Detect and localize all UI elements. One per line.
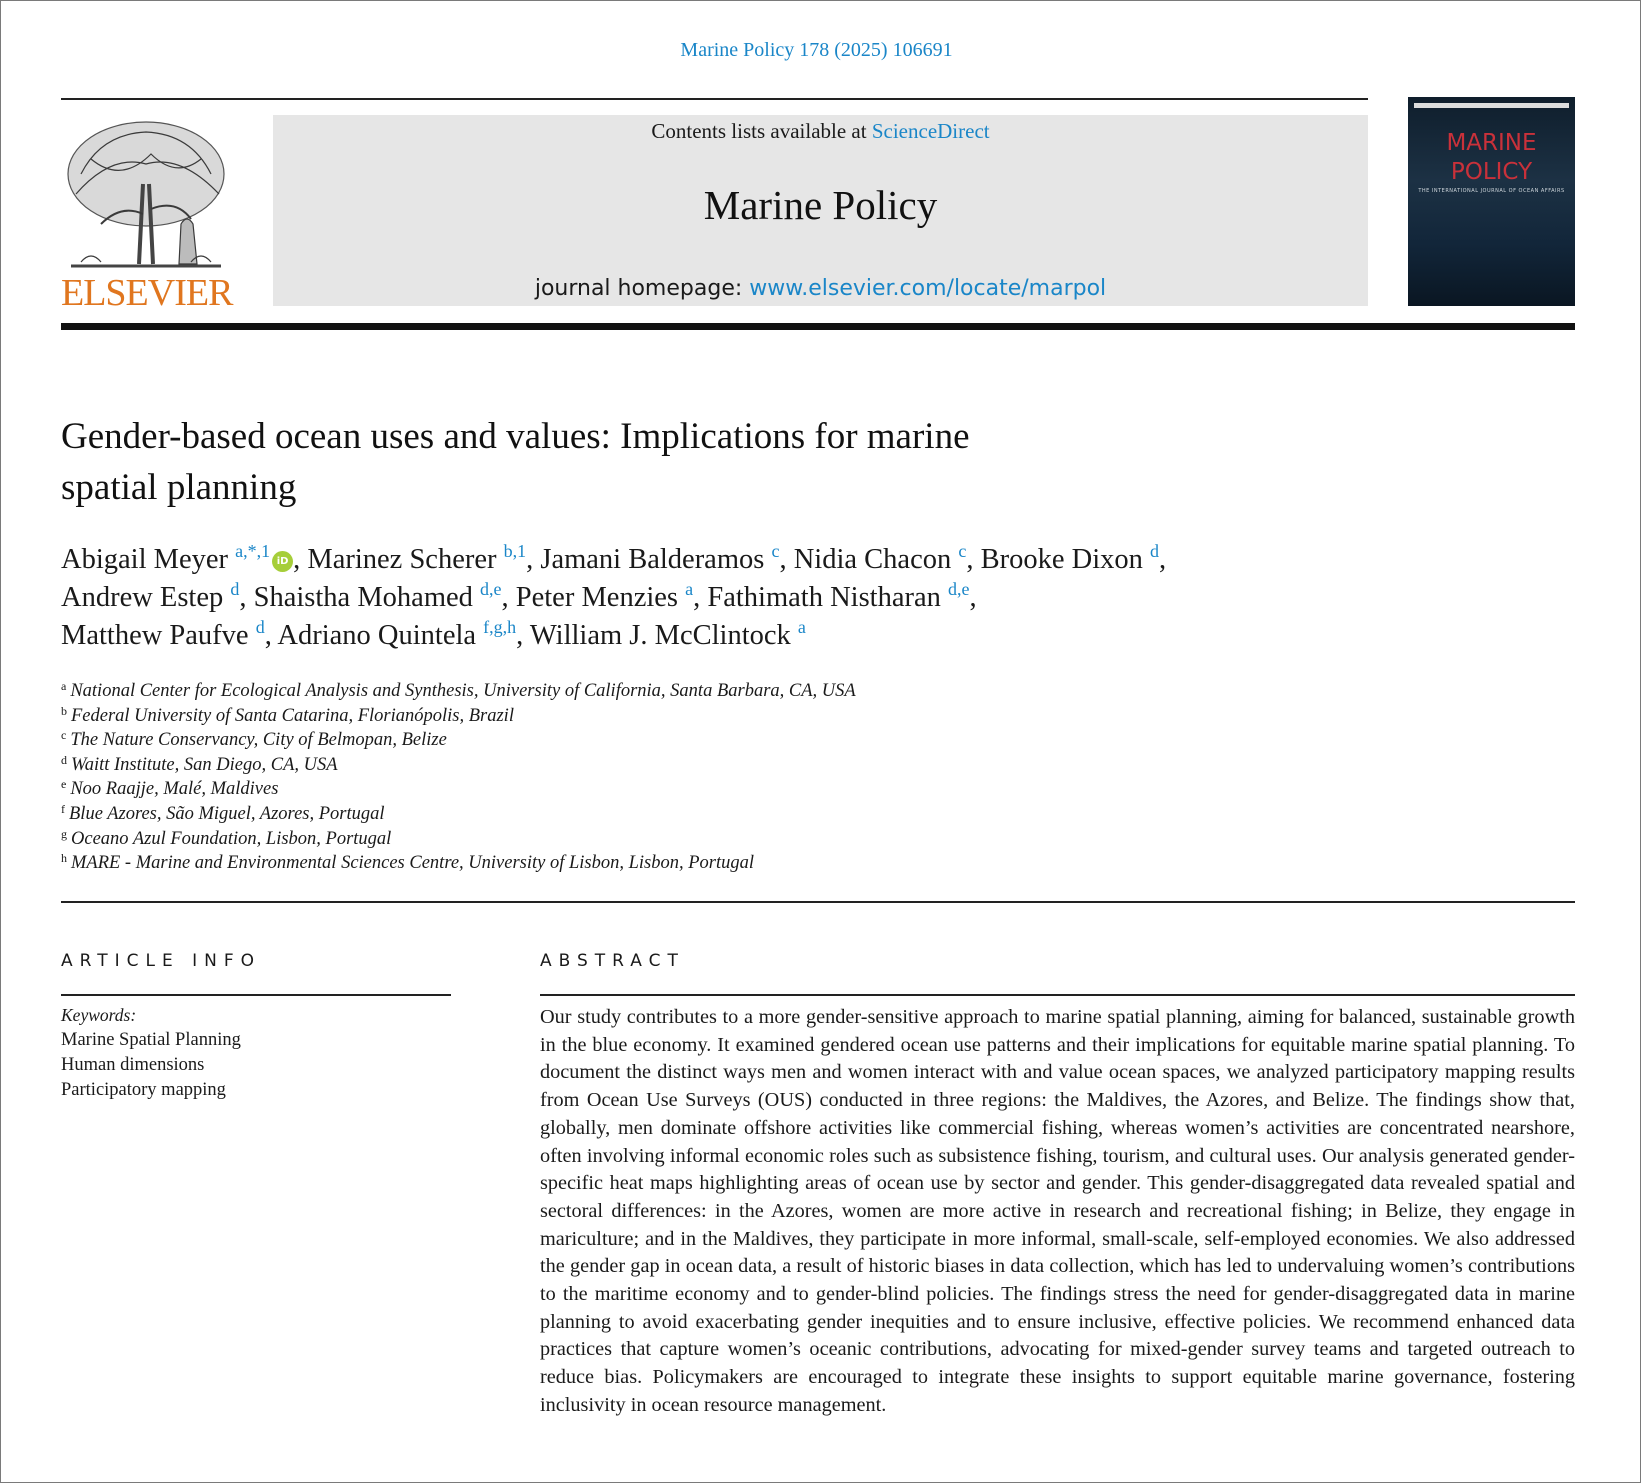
cover-subtitle: THE INTERNATIONAL JOURNAL OF OCEAN AFFAIRS <box>1418 188 1565 194</box>
author-affiliation-marks[interactable]: d <box>255 617 265 637</box>
affiliation-item: $^g$ Oceano Azul Foundation, Lisbon, Portugal <box>61 826 392 849</box>
author-name: Nidia Chacon <box>793 544 952 575</box>
contents-prefix: Contents lists available at <box>651 119 872 143</box>
author-name: Peter Menzies <box>515 582 678 613</box>
homepage-line <box>273 276 1368 301</box>
cover-top-bar <box>1414 103 1569 108</box>
affiliation-item: $^f$ Blue Azores, São Miguel, Azores, Portugal <box>61 801 385 824</box>
journal-cover-image[interactable] <box>1408 97 1575 306</box>
author-name: Shaistha Mohamed <box>253 582 473 613</box>
homepage-prefix: journal homepage: <box>534 276 750 301</box>
author-affiliation-marks[interactable]: b,1 <box>503 541 527 561</box>
keyword-item: Participatory mapping <box>61 1080 226 1100</box>
sciencedirect-link[interactable]: ScienceDirect <box>871 119 990 143</box>
keywords-label: Keywords: <box>61 1005 137 1025</box>
affiliation-item: $^h$ MARE - Marine and Environmental Sciences Centre, University of Lisbon, Lisbon, Portugal <box>61 851 755 874</box>
affiliation-item: $^b$ Federal University of Santa Catarina, Florianópolis, Brazil <box>61 703 514 726</box>
affiliation-item: $^d$ Waitt Institute, San Diego, CA, USA <box>61 752 338 775</box>
journal-name: Marine Policy <box>703 182 938 228</box>
author-affiliation-marks[interactable]: f,g,h <box>483 617 517 637</box>
author-name: Jamani Balderamos <box>540 544 765 575</box>
affiliation-item: $^a$ National Center for Ecological Analysis and Synthesis, University of California, Santa Barbara, CA, USA <box>61 679 856 701</box>
top-rule <box>61 98 1368 100</box>
article-info-heading: ARTICLE INFO <box>61 951 261 971</box>
author-affiliation-marks[interactable]: d,e <box>948 579 970 599</box>
author-name: Andrew Estep <box>61 582 224 613</box>
journal-citation-link[interactable]: Marine Policy 178 (2025) 106691 <box>680 39 953 61</box>
affiliation-item: $^e$ Noo Raajje, Malé, Maldives <box>61 777 279 800</box>
author-name: Fathimath Nistharan <box>707 582 941 613</box>
section-rule <box>61 901 1575 903</box>
author-affiliation-marks[interactable]: d <box>230 579 240 599</box>
article-info-rule <box>61 994 451 996</box>
keyword-list <box>61 1028 241 1103</box>
journal-homepage-link[interactable]: www.elsevier.com/locate/marpol <box>749 276 1107 301</box>
abstract-heading: ABSTRACT <box>540 951 685 971</box>
keyword-item: Marine Spatial Planning <box>61 1030 241 1050</box>
author-affiliation-marks[interactable]: c <box>958 541 967 561</box>
author-affiliation-marks[interactable]: a <box>797 617 806 637</box>
abstract-text: Our study contributes to a more gender-sensitive approach to marine spatial planning, aiming for balanced, sustainable growth in the blue economy. It examined gendered ocean use patterns and their implications for equitable marine spatial planning. To document the distinct ways men and women interact with and value ocean spaces, we analyzed participatory mapping results from Ocean Use Surveys (OUS) conducted in three regions: the Maldives, the Azores, and Belize. The findings show that, globally, men dominate offshore activities like commercial fishing, whereas women’s activities are concentrated nearshore, often involving informal economic roles such as subsistence fishing, tourism, and cultural uses. Our analysis generated gender-specific heat maps highlighting areas of ocean use by sector and gender. This gender-disaggregated data revealed spatial and sectoral differences: in the Azores, women are more active in research and recreational fishing; in Belize, they engage in mariculture; and in the Maldives, they participate in more informal, small-scale, self-employed economies. We also addressed the gender gap in ocean data, a result of historic biases in data collection, which has led to undervaluing women’s contributions to the maritime economy and to gender-blind policies. The findings stress the need for gender-disaggregated data in marine planning to avoid exacerbating gender inequities and to ensure inclusive, effective policies. We recommend enhanced data practices that capture women’s oceanic contributions, advocating for mixed-gender survey teams and targeted outreach to reduce bias. Policymakers are encouraged to integrate these insights to support equitable marine governance, fostering inclusivity in ocean resource management. <box>540 1006 1575 1416</box>
elsevier-wordmark: ELSEVIER <box>61 272 233 314</box>
author-affiliation-marks[interactable]: d,e <box>480 579 502 599</box>
journal-banner <box>273 115 1368 306</box>
cover-title: MARINE POLICY <box>1446 130 1537 185</box>
author-name: Marinez Scherer <box>307 544 497 575</box>
author-name: Brooke Dixon <box>980 544 1143 575</box>
author-name: William J. McClintock <box>529 620 791 651</box>
author-list: Abigail Meyer $^{a,*,1}$iD , Marinez Scherer $^{b,1}$, Jamani Balderamos $^c$, Nidia Chacon $^c$, Brooke Dixon $^d$, Andrew Estep $^d$, Shaistha Mohamed $^{d,e}$, Peter Menzies $^a$, Fathimath Nistharan $^{d,e}$, Matthew Paufve $^d$, Adriano Quintela $^{f,g,h}$, William J. McClintock $^a$ <box>61 541 1167 651</box>
author-affiliation-marks[interactable]: a,*,1 <box>235 541 271 561</box>
affiliation-list <box>61 679 1361 876</box>
header-thick-rule <box>61 323 1575 330</box>
contents-line <box>273 119 1368 144</box>
author-name: Matthew Paufve <box>61 620 249 651</box>
author-affiliation-marks[interactable]: c <box>771 541 780 561</box>
orcid-icon[interactable]: iD <box>272 551 293 572</box>
author-name: Adriano Quintela <box>277 620 477 651</box>
keyword-item: Human dimensions <box>61 1055 205 1075</box>
affiliation-item: $^c$ The Nature Conservancy, City of Belmopan, Belize <box>61 728 447 751</box>
author-affiliation-marks[interactable]: d <box>1150 541 1160 561</box>
article-title: Gender-based ocean uses and values: Implications for marine spatial planning <box>61 416 970 508</box>
author-affiliation-marks[interactable]: a <box>685 579 694 599</box>
abstract-rule <box>540 994 1575 996</box>
author-name: Abigail Meyer <box>61 544 228 575</box>
